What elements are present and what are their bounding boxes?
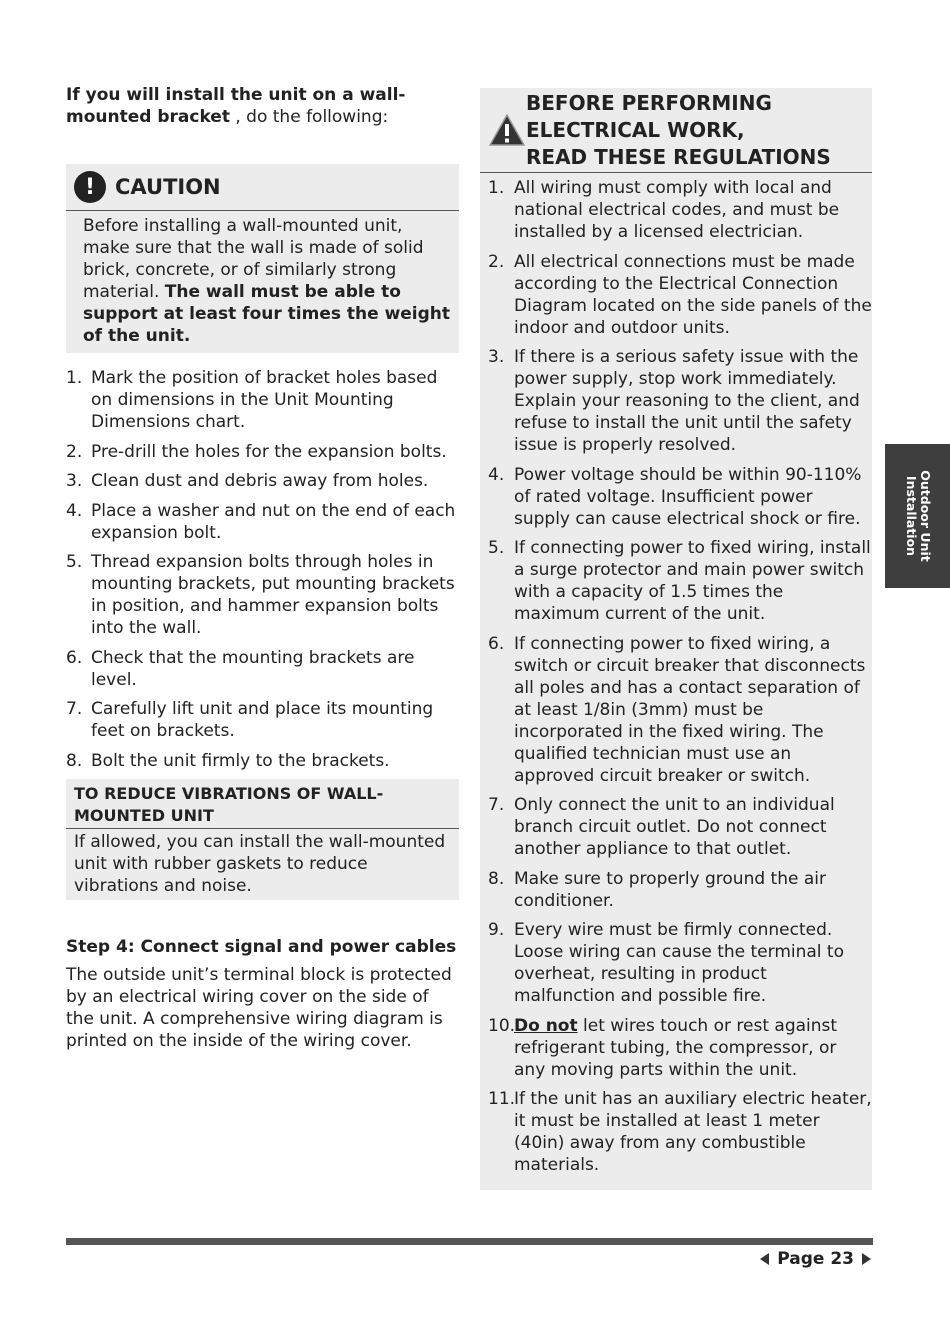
regulations-header bbox=[480, 88, 872, 173]
reg-number: 1. bbox=[488, 178, 505, 198]
step-number: 5. bbox=[66, 552, 83, 572]
list-item bbox=[66, 441, 459, 463]
step-number: 4. bbox=[66, 500, 83, 521]
section-side-tab bbox=[885, 444, 950, 588]
reg-number: 10. bbox=[488, 1015, 516, 1036]
regulations-title-line: BEFORE PERFORMING bbox=[526, 91, 772, 115]
list-item bbox=[66, 750, 459, 772]
reg-number: 11. bbox=[488, 1089, 516, 1109]
reg-text: All electrical connections must be made according to the Electrical Connection Diagram located on the side panels of the indoor and outdoor units. bbox=[514, 251, 872, 338]
reg-text bbox=[514, 1015, 872, 1081]
step-number: 7. bbox=[66, 699, 83, 719]
step4-body: The outside unit’s terminal block is protected by an electrical wiring cover on the side of the unit. A comprehensive wiring diagram is printed on the inside of the wiring cover. bbox=[66, 965, 452, 1051]
list-item bbox=[66, 470, 459, 492]
reg-text: Make sure to properly ground the air conditioner. bbox=[514, 868, 826, 911]
step-text: Pre-drill the holes for the expansion bolts. bbox=[91, 441, 447, 462]
mounting-steps-list bbox=[66, 367, 459, 772]
reg-number: 7. bbox=[488, 795, 505, 815]
list-item bbox=[66, 698, 459, 742]
reg-text: If the unit has an auxiliary electric heater, it must be installed at least 1 meter (40in) away from any combustible materials. bbox=[514, 1089, 872, 1175]
caution-title: CAUTION bbox=[115, 175, 221, 199]
list-item bbox=[480, 537, 872, 625]
list-item bbox=[480, 1088, 872, 1176]
reg-number: 8. bbox=[488, 868, 505, 889]
reg-text: If there is a serious safety issue with the power supply, stop work immediately. Explain your reasoning to the client, and refuse to install the unit until the safety issue is properly resolved. bbox=[514, 347, 860, 455]
reg-text-rest: let wires touch or rest against refrigerant tubing, the compressor, or any moving parts within the unit. bbox=[514, 1015, 838, 1080]
regulations-box bbox=[480, 88, 872, 1190]
reg-number: 2. bbox=[488, 251, 505, 272]
list-item bbox=[480, 464, 872, 530]
reg-text: Only connect the unit to an individual branch circuit outlet. Do not connect another appliance to that outlet. bbox=[514, 795, 835, 859]
intro-text bbox=[66, 84, 459, 128]
caution-box bbox=[66, 164, 459, 353]
reg-text: All wiring must comply with local and national electrical codes, and must be installed by a licensed electrician. bbox=[514, 178, 840, 242]
regulations-title bbox=[526, 90, 831, 171]
footer-rule bbox=[66, 1238, 873, 1245]
step-number: 8. bbox=[66, 750, 83, 771]
step-text: Clean dust and debris away from holes. bbox=[91, 471, 429, 491]
intro-rest: , do the following: bbox=[229, 107, 389, 127]
step-text: Bolt the unit firmly to the brackets. bbox=[91, 750, 390, 771]
next-page-arrow-icon[interactable] bbox=[862, 1253, 871, 1265]
page-navigation bbox=[760, 1249, 871, 1269]
caution-body bbox=[66, 211, 459, 353]
page-number: Page 23 bbox=[777, 1249, 854, 1269]
reg-text: If connecting power to fixed wiring, a switch or circuit breaker that disconnects all poles and has a contact separation of at least 1/8in (3mm) must be incorporated in the fixed wiring. The qualified technician must use an approved circuit breaker or switch. bbox=[514, 633, 866, 786]
reg-number: 6. bbox=[488, 633, 505, 654]
vibration-box bbox=[66, 779, 459, 900]
reg-number: 4. bbox=[488, 464, 505, 485]
reg-number: 9. bbox=[488, 920, 505, 940]
vibration-body: If allowed, you can install the wall-mounted unit with rubber gaskets to reduce vibrations and noise. bbox=[74, 832, 446, 896]
list-item bbox=[66, 551, 459, 639]
list-item bbox=[480, 633, 872, 787]
reg-number: 5. bbox=[488, 538, 505, 558]
caution-text: Before installing a wall-mounted unit, make sure that the wall is made of solid brick, concrete, or of similarly strong material. bbox=[83, 216, 424, 302]
step-number: 1. bbox=[66, 368, 83, 388]
side-tab-line: Installation bbox=[903, 475, 919, 557]
step-text: Mark the position of bracket holes based on dimensions in the Unit Mounting Dimensions chart. bbox=[91, 368, 438, 432]
step-number: 3. bbox=[66, 471, 83, 491]
reg-text: Power voltage should be within 90-110% of rated voltage. Insufficient power supply can cause electrical shock or fire. bbox=[514, 464, 862, 529]
reg-text: If connecting power to fixed wiring, install a surge protector and main power switch with a capacity of 1.5 times the maximum current of the unit. bbox=[514, 538, 871, 624]
warning-triangle-icon bbox=[489, 114, 525, 146]
reg-number: 3. bbox=[488, 347, 505, 367]
list-item bbox=[480, 919, 872, 1007]
reg-text: Every wire must be firmly connected. Loose wiring can cause the terminal to overheat, resulting in product malfunction and possible fire. bbox=[514, 920, 844, 1006]
do-not-emphasis: Do not bbox=[514, 1015, 578, 1036]
caution-bold-text: The wall must be able to support at least four times the weight of the unit. bbox=[83, 282, 451, 346]
caution-header bbox=[66, 164, 459, 211]
step-number: 6. bbox=[66, 647, 83, 668]
step-number: 2. bbox=[66, 441, 83, 462]
step-text: Check that the mounting brackets are level. bbox=[91, 647, 415, 690]
list-item bbox=[480, 251, 872, 339]
step-text: Thread expansion bolts through holes in mounting brackets, put mounting brackets in position, and hammer expansion bolts into the wall. bbox=[91, 552, 455, 638]
list-item bbox=[480, 794, 872, 860]
side-tab-label bbox=[904, 470, 932, 561]
vibration-title: TO REDUCE VIBRATIONS OF WALL-MOUNTED UNIT bbox=[66, 779, 459, 829]
list-item bbox=[66, 500, 459, 544]
list-item bbox=[480, 1015, 872, 1081]
intro-bold: If you will install the unit on a wall-mounted bracket bbox=[66, 85, 406, 127]
step4-heading: Step 4: Connect signal and power cables bbox=[66, 937, 457, 957]
list-item bbox=[480, 177, 872, 243]
side-tab-line: Outdoor Unit bbox=[917, 470, 933, 562]
exclamation-circle-icon: ! bbox=[74, 171, 106, 203]
prev-page-arrow-icon[interactable] bbox=[760, 1253, 769, 1265]
step-text: Place a washer and nut on the end of each expansion bolt. bbox=[91, 500, 456, 543]
list-item bbox=[480, 346, 872, 456]
step-text: Carefully lift unit and place its mounting feet on brackets. bbox=[91, 699, 434, 741]
list-item bbox=[480, 868, 872, 912]
list-item bbox=[66, 367, 459, 433]
list-item bbox=[66, 647, 459, 691]
regulations-title-line: ELECTRICAL WORK, bbox=[526, 118, 745, 142]
regulations-list bbox=[480, 177, 872, 1176]
regulations-title-line: READ THESE REGULATIONS bbox=[526, 145, 831, 169]
left-column bbox=[66, 84, 459, 1052]
